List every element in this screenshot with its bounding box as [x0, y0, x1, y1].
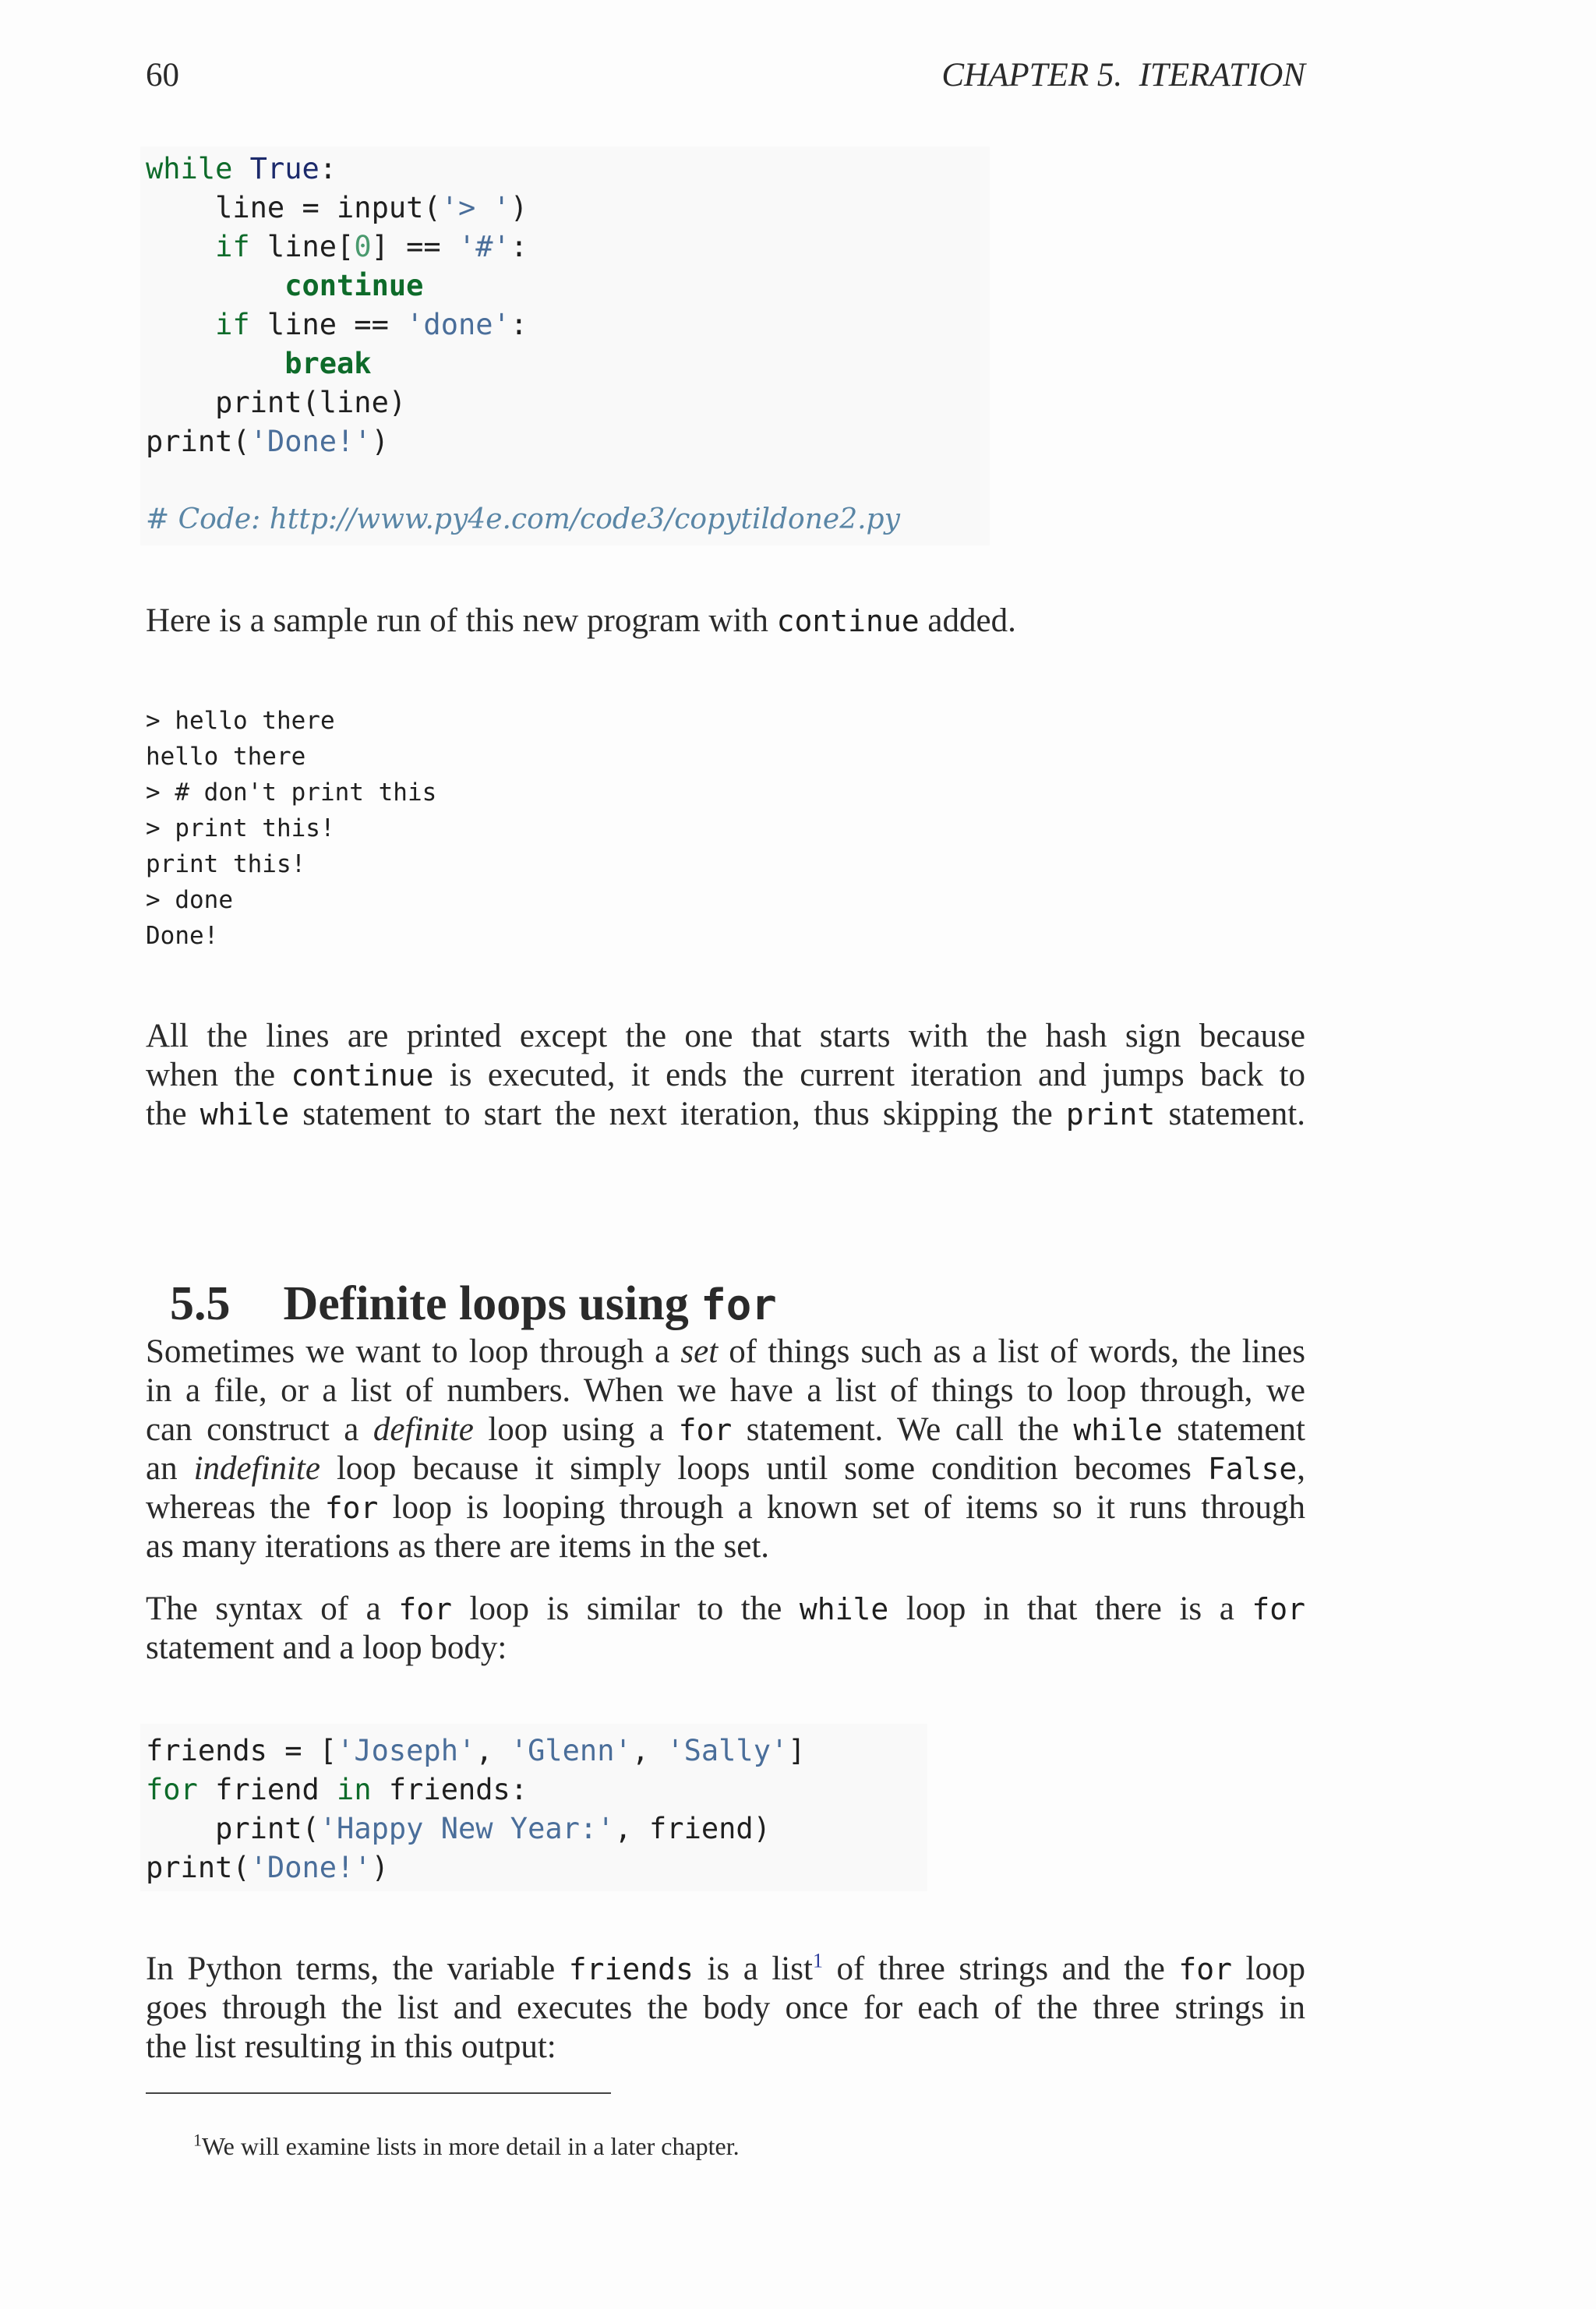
- code-line: if line[0] == '#':: [146, 230, 528, 263]
- code-line: print('Happy New Year:', friend): [146, 1812, 771, 1845]
- footnote: $^1$We will examine lists in more detail in a later chapter.: [193, 2130, 740, 2160]
- code-line: print(line): [146, 386, 407, 419]
- output-line: > print this!: [146, 814, 335, 842]
- output-line: Done!: [146, 922, 219, 950]
- paragraph: In Python terms, the variable friends is a list$^1$ of three strings and the for loop goes through the list and executes the body once for each of the three strings in the list resulting in this output:: [146, 1949, 1305, 2065]
- footnote-rule: [146, 2092, 611, 2094]
- code-line: friends = ['Joseph', 'Glenn', 'Sally']: [146, 1734, 806, 1767]
- paragraph: The syntax of a for loop is similar to the while loop in that there is a for statement and a loop body:: [146, 1591, 1305, 1666]
- footnote-reference: 1: [812, 1949, 823, 1972]
- footnote-marker: 1: [193, 2130, 202, 2150]
- code-line: print('Done!'): [146, 425, 389, 458]
- section-title: Definite loops using: [283, 1277, 701, 1330]
- code-line: if line == 'done':: [146, 308, 528, 341]
- output-line: print this!: [146, 850, 306, 878]
- code-line: print('Done!'): [146, 1851, 389, 1884]
- code-line: for friend in friends:: [146, 1773, 528, 1806]
- code-line: continue: [146, 269, 424, 302]
- page-number: 60: [146, 57, 179, 94]
- code-line: while True:: [146, 152, 337, 185]
- running-title: CHAPTER 5. ITERATION: [941, 57, 1305, 94]
- section-number: 5.5: [170, 1277, 231, 1330]
- output-line: > hello there: [146, 707, 335, 735]
- output-line: hello there: [146, 743, 306, 771]
- code-line: break: [146, 347, 372, 380]
- section-title-code: for: [701, 1280, 777, 1329]
- code-line: line = input('> '): [146, 191, 528, 224]
- output-line: > done: [146, 886, 233, 914]
- output-line: > # don't print this: [146, 778, 437, 807]
- paragraph: Here is a sample run of this new program with continue added.: [146, 602, 1016, 639]
- section-heading: [146, 1220, 777, 1333]
- paragraph: Sometimes we want to loop through a set of things such as a list of words, the lines in a file, or a list of numbers. When we have a list of things to loop through, we can construct a definite loop using a for statement. We call the while statement an indefinite loop because it simply loops until some condition becomes False, whereas the for loop is looping through a known set of items so it runs through as many iterations as there are items in the set.: [146, 1333, 1305, 1565]
- code-comment: # Code: http://www.py4e.com/code3/copytildone2.py: [146, 503, 900, 535]
- paragraph: All the lines are printed except the one that starts with the hash sign because when the continue is executed, it ends the current iteration and jumps back to the while statement to start the next iteration, thus skipping the print statement.: [146, 1018, 1305, 1132]
